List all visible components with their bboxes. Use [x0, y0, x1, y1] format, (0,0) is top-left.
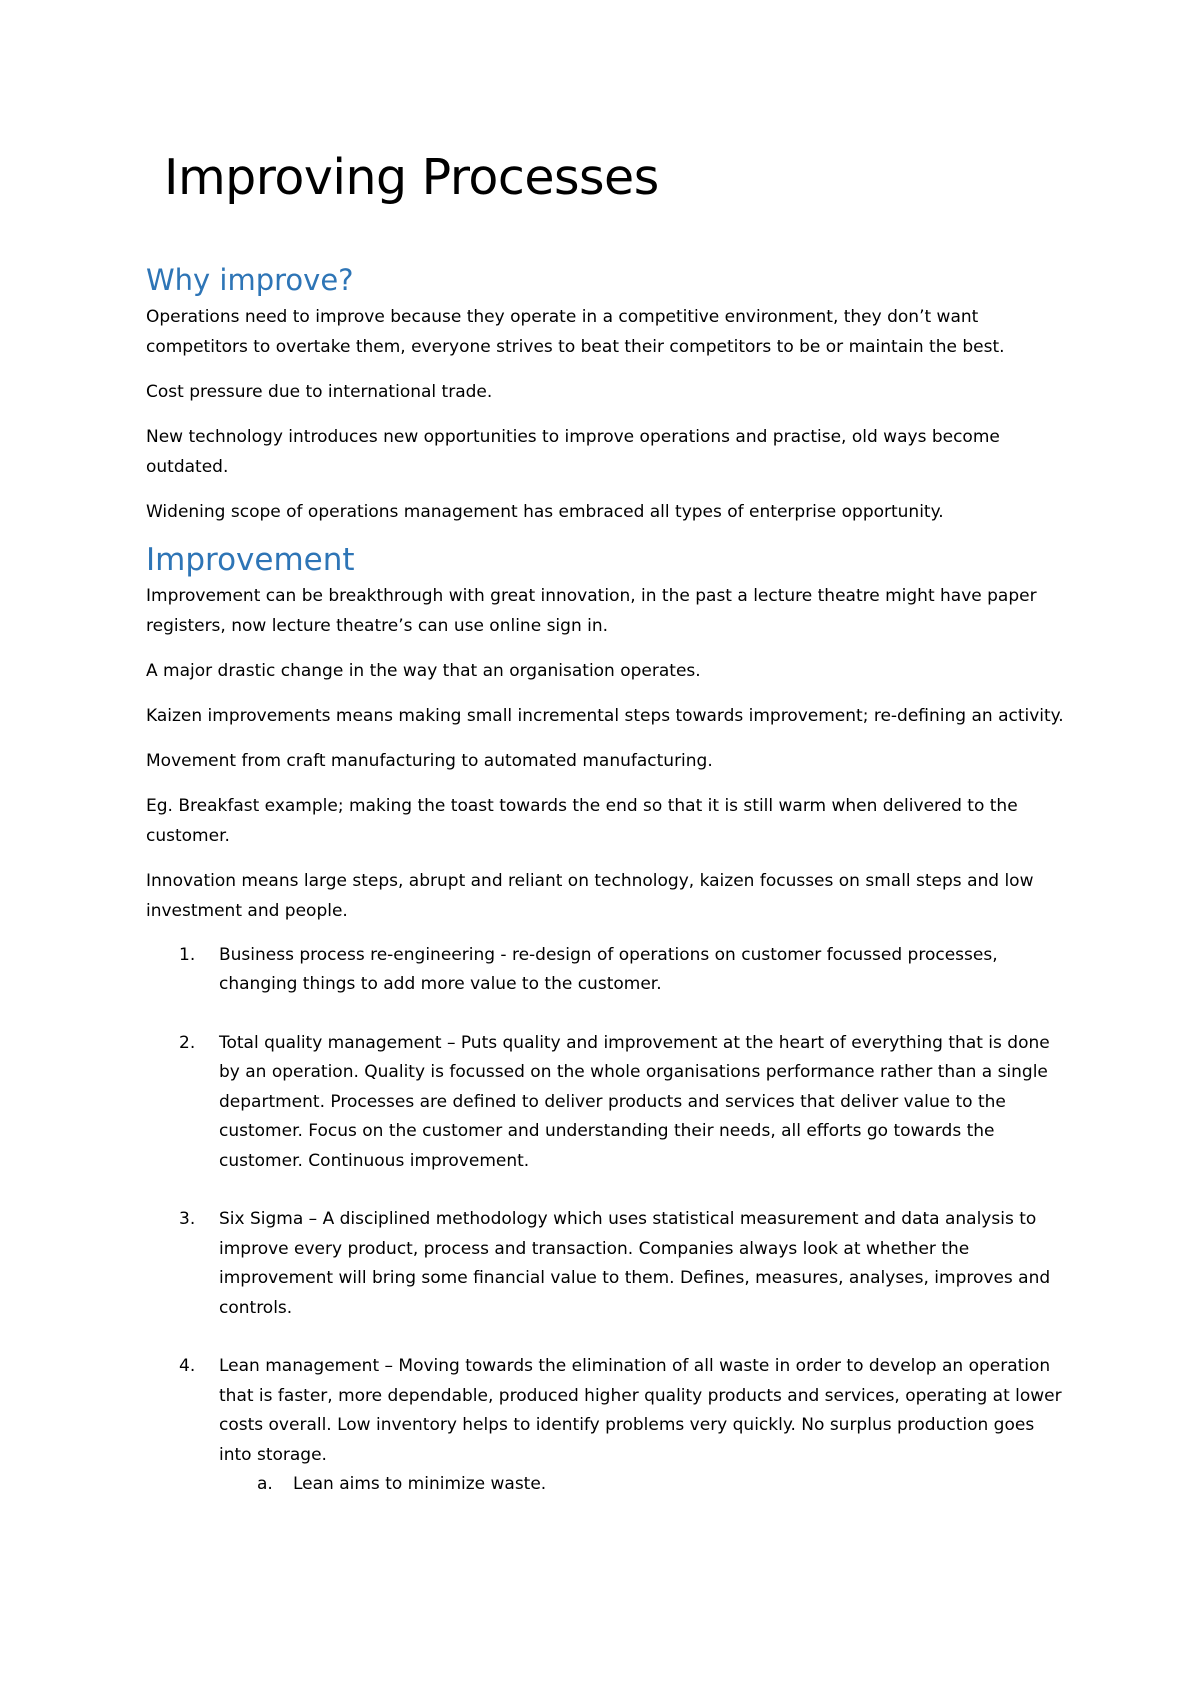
- list-item-text: Six Sigma – A disciplined methodology which uses statistical measurement and data analysis to improve every product, process and transaction. Companies always look at whether the improvement will bring some financial value to them. Defines, measures, analyses, improves and controls.: [219, 1209, 1051, 1318]
- paragraph: Kaizen improvements means making small incremental steps towards improvement; re-defining an activity.: [146, 705, 1064, 726]
- heading-improvement: Improvement: [146, 541, 355, 578]
- paragraph: Eg. Breakfast example; making the toast towards the end so that it is still warm when delivered to the customer.: [146, 795, 1018, 846]
- section-why-improve: [146, 263, 1066, 527]
- sub-list-item-text: Lean aims to minimize waste.: [293, 1474, 547, 1495]
- list-item-number: 3.: [179, 1209, 196, 1230]
- paragraph: A major drastic change in the way that an organisation operates.: [146, 660, 701, 681]
- paragraph: Operations need to improve because they operate in a competitive environment, they don’t want competitors to overtake them, everyone strives to beat their competitors to be or maintain the best.: [146, 306, 1005, 357]
- sub-list-item-letter: a.: [257, 1474, 273, 1495]
- section-improvement: [146, 542, 1066, 1500]
- document-title: Improving Processes: [164, 149, 659, 206]
- list-item: [179, 1205, 1066, 1323]
- paragraph: Movement from craft manufacturing to automated manufacturing.: [146, 750, 713, 771]
- sub-list: [219, 1470, 1066, 1500]
- document-body: [146, 263, 1066, 1500]
- paragraph: Improvement can be breakthrough with great innovation, in the past a lecture theatre might have paper registers, now lecture theatre’s can use online sign in.: [146, 585, 1037, 636]
- list-item-text: Business process re-engineering - re-design of operations on customer focussed processes, changing things to add more value to the customer.: [219, 944, 998, 995]
- paragraph: Innovation means large steps, abrupt and reliant on technology, kaizen focusses on small steps and low investment and people.: [146, 870, 1034, 921]
- list-item: [179, 1029, 1066, 1177]
- numbered-list: [146, 941, 1066, 1500]
- list-item: [179, 941, 1066, 1000]
- list-item-number: 1.: [179, 944, 196, 965]
- paragraph: Widening scope of operations management has embraced all types of enterprise opportunity.: [146, 501, 944, 522]
- list-item-text: Lean management – Moving towards the elimination of all waste in order to develop an operation that is faster, more dependable, produced higher quality products and services, operating at lower costs overall. Low inventory helps to identify problems very quickly. No surplus production goes into storage.: [219, 1356, 1062, 1465]
- list-item: [179, 1352, 1066, 1500]
- list-item-number: 4.: [179, 1356, 196, 1377]
- list-item-text: Total quality management – Puts quality and improvement at the heart of everything that is done by an operation. Quality is focussed on the whole organisations performance rather than a single department. Processes are defined to deliver products and services that deliver value to the customer. Focus on the customer and understanding their needs, all efforts go towards the customer. Continuous improvement.: [219, 1032, 1050, 1171]
- list-item-number: 2.: [179, 1032, 196, 1053]
- sub-list-item: [257, 1470, 1066, 1500]
- paragraph: New technology introduces new opportunities to improve operations and practise, old ways become outdated.: [146, 426, 1000, 477]
- heading-why-improve: Why improve?: [146, 263, 354, 297]
- paragraph: Cost pressure due to international trade.: [146, 381, 493, 402]
